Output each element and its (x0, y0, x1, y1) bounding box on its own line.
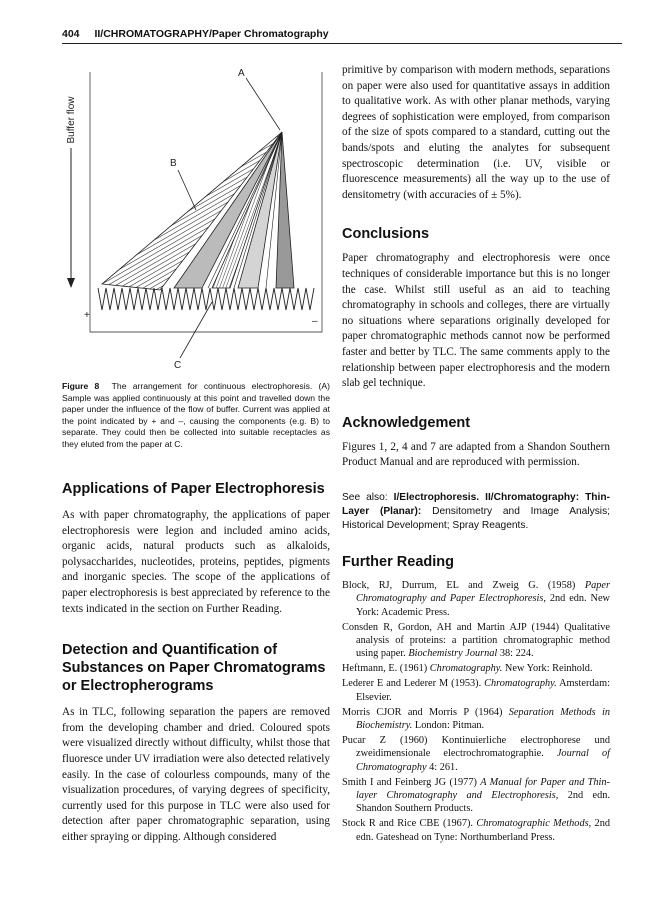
electrophoresis-diagram-svg (62, 62, 330, 378)
heading-applications: Applications of Paper Electrophoresis (62, 481, 325, 497)
detection-paragraph: As in TLC, following separation the papers are removed from the developing chamber and dried. Coloured spots were visualized directly without difficulty, whilst those that fluoresce under UV irradiation were also detected relatively easily. In the case of colourless compounds, many of the visualization procedures, of varying degrees of specificity, currently used for this purpose in TLC were also used for detection after paper chromatographic separation, using either spraying or dipping. Although considered (62, 706, 330, 843)
heading-conclusions: Conclusions (342, 226, 430, 243)
heading-further-reading: Further Reading (342, 553, 454, 570)
page-number: 404 (62, 28, 80, 40)
figure-8-diagram (62, 62, 330, 378)
applications-paragraph: As with paper chromatography, the applications of paper electrophoresis were legion and included amino acids, organic acids, natural products such as alkaloids, polysaccharides, nucleotides, proteins, peptides, pigments and inorganic species. The scope of the applications of paper electrophoresis is best appreciated by reference to the texts indicated in the section on Further Reading. (62, 509, 330, 615)
reference-list (342, 579, 610, 844)
running-title: II/CHROMATOGRAPHY/Paper Chromatography (94, 28, 329, 40)
label-a: A (238, 68, 245, 79)
label-c: C (174, 360, 182, 371)
header-rule (62, 43, 622, 44)
see-also-label: See also: (342, 491, 388, 503)
figure-caption (62, 381, 330, 450)
reference-item: Consden R, Gordon, AH and Martin AJP (1944) Qualitative analysis of proteins: a partition chromatographic method using paper. Biochemistry Journal 38: 224. (342, 621, 610, 660)
reference-item: Stock R and Rice CBE (1967). Chromatographic Methods, 2nd edn. Gateshead on Tyne: Northumberland Press. (342, 818, 611, 843)
see-also-topics[interactable]: Densitometry and Image Analysis; Historical Development; Spray Reagents. (342, 505, 610, 531)
buffer-flow-arrowhead (67, 278, 75, 288)
heading-detection: Detection and Quantification of Substances on Paper Chromatograms or Electropherograms (62, 642, 326, 695)
right-column (342, 63, 610, 846)
reference-item: Block, RJ, Durrum, EL and Zweig G. (1958) Paper Chromatography and Paper Electrophoresis, 2nd edn. New York: Academic Press. (342, 579, 610, 618)
left-column (62, 480, 330, 846)
see-also-link-thin-layer[interactable]: II/Chromatography: Thin-Layer (Planar): (342, 491, 610, 517)
caption-label: Figure 8 (62, 381, 100, 391)
acknowledgement-paragraph: Figures 1, 2, 4 and 7 are adapted from a Shandon Southern Product Manual and are reproduced with permission. (342, 440, 610, 469)
reference-item: Lederer E and Lederer M (1953). Chromatography. Amsterdam: Elsevier. (342, 678, 610, 703)
caption-text: The arrangement for continuous electrophoresis. (A) Sample was applied continuously at this point and travelled down the paper under the influence of the flow of buffer. Current was applied at the point indicated by + and –, causing the components (e.g. B) to separate. They could then be collected into suitable receptacles as they eluted from the paper at C. (62, 381, 330, 449)
plus-electrode-label: + (84, 310, 90, 321)
reference-item: Pucar Z (1960) Kontinuierliche electrophorese und zweidimensionale electrochromatographie. Journal of Chromatography 4: 261. (342, 734, 610, 773)
reference-item: Morris CJOR and Morris P (1964) Separation Methods in Biochemistry. London: Pitman. (342, 706, 610, 731)
label-b: B (170, 158, 177, 169)
conclusions-paragraph: Paper chromatography and electrophoresis were once techniques of considerable importance but this is no longer the case. Whilst still useful as an aid to teaching chromatography in schools and colleges, there are virtually no situations where separations originally developed for paper chromatographic methods cannot now be performed faster and better by TLC. The same comments apply to the relationship between paper electrophoresis and the modern slab gel technique. (342, 252, 610, 390)
running-header (62, 28, 622, 40)
pointer-a (246, 78, 280, 130)
pointer-b (178, 170, 196, 210)
see-also-link-electrophoresis[interactable]: I/Electrophoresis. (393, 491, 480, 503)
heading-acknowledgement: Acknowledgement (342, 414, 471, 431)
see-also (342, 491, 610, 533)
reference-item: Heftmann, E. (1961) Chromatography. New York: Reinhold. (342, 663, 593, 675)
pointer-c (180, 302, 212, 358)
drip-edge-zigzag (98, 288, 314, 310)
minus-electrode-label: – (312, 316, 318, 327)
reference-item: Smith I and Feinberg JG (1977) A Manual for Paper and Thin-layer Chromatography and Electrophoresis, 2nd edn. Shandon Southern Products. (342, 776, 610, 815)
buffer-flow-label: Buffer flow (66, 96, 77, 144)
continued-paragraph: primitive by comparison with modern methods, separations on paper were also used for quantitative assays in addition to qualitative work. As with other planar methods, varying degrees of sophistication were employed, from comparison of the size of spots compared to a standard, cutting out the bands/spots and eluting the analytes for subsequent spectroscopic determination (i.e. UV, visible or fluorescence measurements) all the way up to the use of densitometry (with accuracies of ± 5%). (342, 64, 610, 201)
